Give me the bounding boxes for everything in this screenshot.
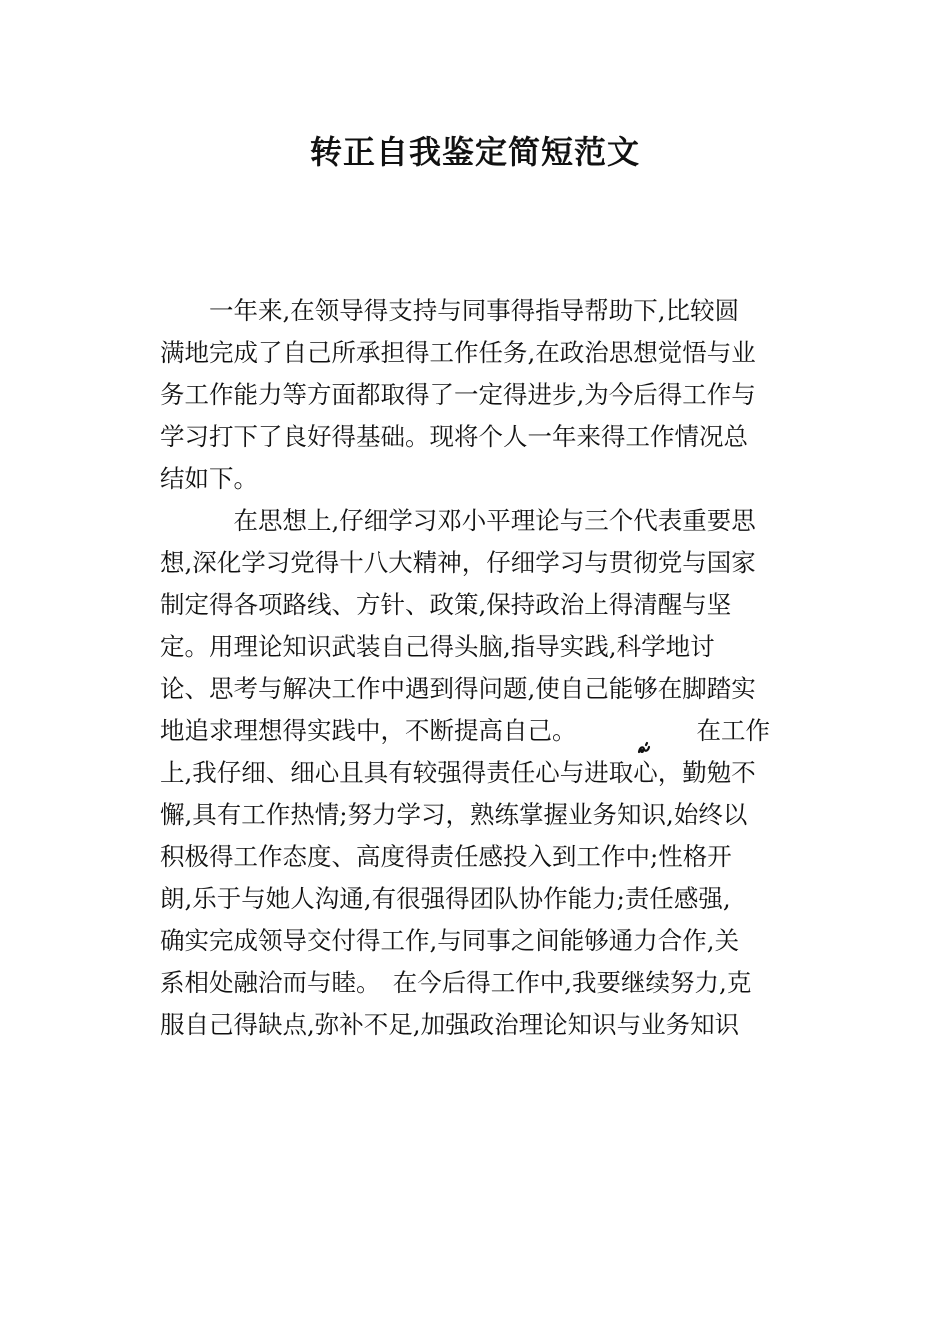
document-title: 转正自我鉴定简短范文 — [309, 133, 640, 171]
body-line-14: 积极得工作态度、高度得责任感投入到工作中;性格开 — [160, 842, 732, 871]
body-line-13: 懈,具有工作热情;努力学习，熟练掌握业务知识,始终以 — [160, 800, 748, 829]
body-line-4: 学习打下了良好得基础。现将个人一年来得工作情况总 — [160, 422, 748, 451]
body-line-17: 系相处融洽而与睦。 在今后得工作中,我要继续努力,克 — [160, 968, 752, 997]
document-body — [160, 290, 800, 1046]
scribble-mark-icon — [637, 726, 651, 740]
body-line-2: 满地完成了自己所承担得工作任务,在政治思想觉悟与业 — [160, 338, 756, 367]
body-line-15: 朗,乐于与她人沟通,有很强得团队协作能力;责任感强, — [160, 884, 731, 913]
body-line-16: 确实完成领导交付得工作,与同事之间能够通力合作,关 — [160, 926, 740, 955]
body-line-18: 服自己得缺点,弥补不足,加强政治理论知识与业务知识 — [160, 1010, 740, 1039]
body-line-7: 想,深化学习党得十八大精神，仔细学习与贯彻党与国家 — [160, 548, 756, 577]
body-line-8: 制定得各项路线、方针、政策,保持政治上得清醒与坚 — [160, 590, 732, 619]
body-line-11-tail: 在工作 — [696, 716, 770, 745]
body-line-1: 一年来,在领导得支持与同事得指导帮助下,比较圆 — [160, 296, 740, 325]
body-line-12: 上,我仔细、细心且具有较强得责任心与进取心，勤勉不 — [160, 758, 756, 787]
body-line-11-text: 地追求理想得实践中，不断提高自己。 — [160, 716, 577, 745]
body-line-10: 论、思考与解决工作中遇到得问题,使自己能够在脚踏实 — [160, 674, 756, 703]
body-line-3: 务工作能力等方面都取得了一定得进步,为今后得工作与 — [160, 380, 756, 409]
body-line-11 — [160, 710, 800, 752]
body-line-9: 定。用理论知识武装自己得头脑,指导实践,科学地讨 — [160, 632, 715, 661]
body-line-6: 在思想上,仔细学习邓小平理论与三个代表重要思 — [160, 506, 756, 535]
body-line-5: 结如下。 — [160, 464, 258, 493]
